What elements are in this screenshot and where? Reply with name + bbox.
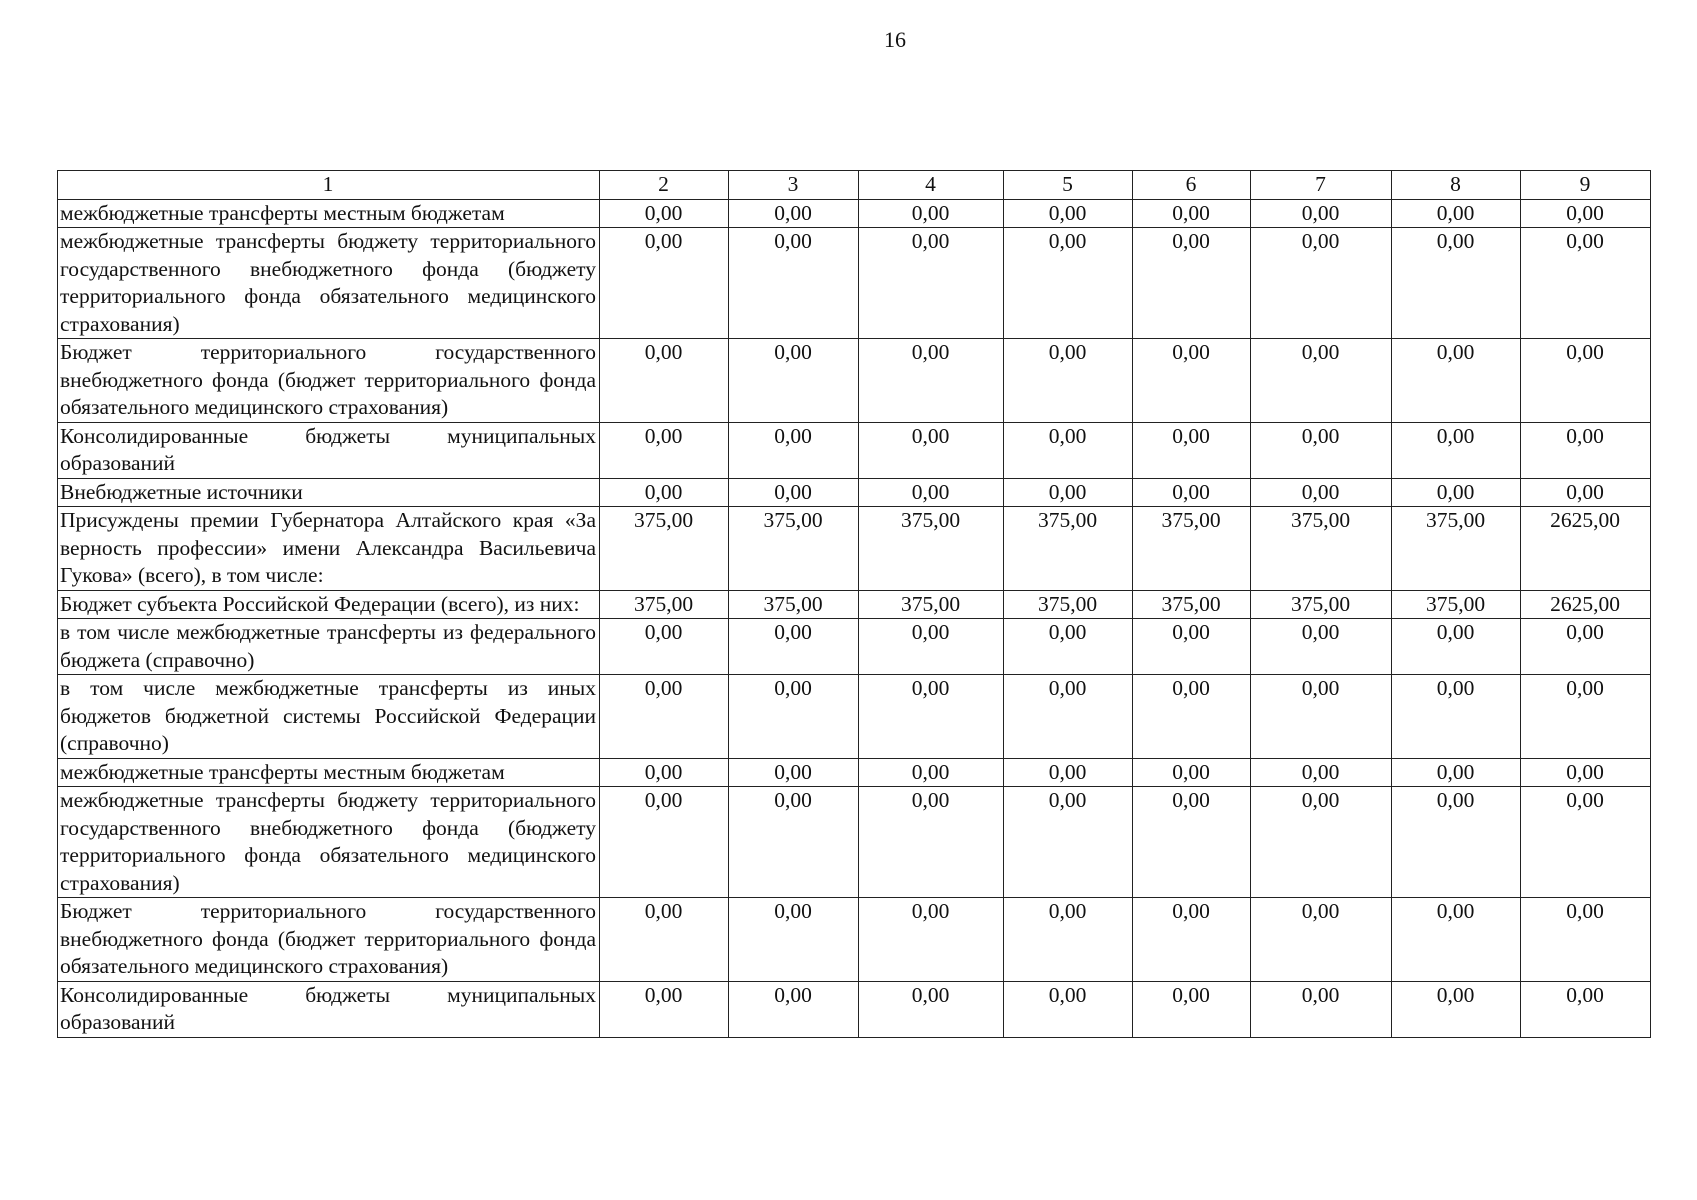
table-row	[58, 422, 1651, 478]
value-cell: 0,00	[1392, 422, 1521, 478]
value-cell: 0,00	[1392, 619, 1521, 675]
value-cell: 0,00	[1392, 228, 1521, 339]
value-cell: 0,00	[859, 898, 1004, 982]
value-cell: 0,00	[1392, 478, 1521, 507]
row-label-cell: межбюджетные трансферты местным бюджетам	[58, 199, 600, 228]
value-cell: 0,00	[1521, 339, 1651, 423]
value-cell: 0,00	[1004, 228, 1133, 339]
value-cell: 0,00	[600, 339, 729, 423]
value-cell: 0,00	[729, 199, 859, 228]
table-row	[58, 758, 1651, 787]
value-cell: 0,00	[1521, 981, 1651, 1037]
value-cell: 0,00	[1392, 758, 1521, 787]
table-row	[58, 228, 1651, 339]
value-cell: 0,00	[1004, 478, 1133, 507]
value-cell: 0,00	[1004, 758, 1133, 787]
value-cell: 0,00	[1004, 675, 1133, 759]
column-header: 4	[859, 171, 1004, 200]
table-row	[58, 619, 1651, 675]
value-cell: 0,00	[859, 787, 1004, 898]
value-cell: 0,00	[729, 422, 859, 478]
value-cell: 0,00	[729, 787, 859, 898]
value-cell: 0,00	[1521, 199, 1651, 228]
table-row	[58, 675, 1651, 759]
value-cell: 0,00	[600, 478, 729, 507]
value-cell: 0,00	[600, 675, 729, 759]
column-header: 9	[1521, 171, 1651, 200]
row-label-cell: Присуждены премии Губернатора Алтайского края «За верность профессии» имени Александра Васильевича Гукова» (всего), в том числе:	[58, 507, 600, 591]
value-cell: 0,00	[859, 199, 1004, 228]
value-cell: 0,00	[1392, 898, 1521, 982]
value-cell: 0,00	[729, 898, 859, 982]
value-cell: 0,00	[1133, 758, 1251, 787]
value-cell: 0,00	[859, 228, 1004, 339]
value-cell: 0,00	[859, 675, 1004, 759]
value-cell: 2625,00	[1521, 590, 1651, 619]
column-number-header-row	[58, 171, 1651, 200]
value-cell: 0,00	[1251, 228, 1392, 339]
value-cell: 375,00	[1004, 507, 1133, 591]
value-cell: 0,00	[1004, 898, 1133, 982]
value-cell: 0,00	[729, 758, 859, 787]
value-cell: 2625,00	[1521, 507, 1651, 591]
value-cell: 375,00	[729, 507, 859, 591]
value-cell: 0,00	[1004, 422, 1133, 478]
value-cell: 0,00	[600, 422, 729, 478]
value-cell: 0,00	[1133, 675, 1251, 759]
value-cell: 0,00	[600, 981, 729, 1037]
row-label-cell: Консолидированные бюджеты муниципальных образований	[58, 981, 600, 1037]
value-cell: 0,00	[600, 898, 729, 982]
value-cell: 375,00	[1004, 590, 1133, 619]
table-row	[58, 339, 1651, 423]
value-cell: 375,00	[859, 590, 1004, 619]
value-cell: 0,00	[1392, 787, 1521, 898]
table-row	[58, 478, 1651, 507]
value-cell: 0,00	[859, 422, 1004, 478]
value-cell: 0,00	[1133, 339, 1251, 423]
column-header: 1	[58, 171, 600, 200]
value-cell: 0,00	[1133, 898, 1251, 982]
value-cell: 0,00	[729, 619, 859, 675]
value-cell: 0,00	[1521, 228, 1651, 339]
value-cell: 375,00	[1251, 507, 1392, 591]
value-cell: 0,00	[1392, 199, 1521, 228]
row-label-cell: Бюджет территориального государственного внебюджетного фонда (бюджет территориального фонда обязательного медицинского страхования)	[58, 898, 600, 982]
value-cell: 0,00	[1251, 199, 1392, 228]
value-cell: 375,00	[1133, 590, 1251, 619]
row-label-cell: Внебюджетные источники	[58, 478, 600, 507]
value-cell: 0,00	[1251, 339, 1392, 423]
value-cell: 0,00	[600, 199, 729, 228]
value-cell: 0,00	[1133, 422, 1251, 478]
row-label-cell: в том числе межбюджетные трансферты из федерального бюджета (справочно)	[58, 619, 600, 675]
table-row	[58, 898, 1651, 982]
value-cell: 0,00	[600, 787, 729, 898]
value-cell: 0,00	[729, 675, 859, 759]
column-header: 8	[1392, 171, 1521, 200]
value-cell: 375,00	[1392, 590, 1521, 619]
value-cell: 0,00	[1392, 675, 1521, 759]
column-header: 5	[1004, 171, 1133, 200]
value-cell: 375,00	[729, 590, 859, 619]
value-cell: 0,00	[1133, 787, 1251, 898]
value-cell: 0,00	[1004, 199, 1133, 228]
value-cell: 0,00	[1004, 619, 1133, 675]
value-cell: 0,00	[1251, 422, 1392, 478]
table-row	[58, 787, 1651, 898]
table-row	[58, 981, 1651, 1037]
value-cell: 0,00	[600, 758, 729, 787]
value-cell: 0,00	[1521, 675, 1651, 759]
value-cell: 0,00	[1521, 787, 1651, 898]
column-header: 2	[600, 171, 729, 200]
value-cell: 0,00	[859, 619, 1004, 675]
value-cell: 0,00	[1392, 981, 1521, 1037]
table-row	[58, 199, 1651, 228]
value-cell: 0,00	[1133, 228, 1251, 339]
page-number: 16	[884, 27, 906, 52]
value-cell: 0,00	[1521, 758, 1651, 787]
value-cell: 0,00	[1251, 478, 1392, 507]
value-cell: 0,00	[1133, 981, 1251, 1037]
value-cell: 0,00	[1251, 981, 1392, 1037]
value-cell: 0,00	[1133, 478, 1251, 507]
value-cell: 0,00	[1004, 787, 1133, 898]
value-cell: 0,00	[1251, 758, 1392, 787]
value-cell: 0,00	[729, 228, 859, 339]
row-label-cell: в том числе межбюджетные трансферты из иных бюджетов бюджетной системы Российской Федерации (справочно)	[58, 675, 600, 759]
value-cell: 375,00	[600, 507, 729, 591]
value-cell: 0,00	[859, 478, 1004, 507]
value-cell: 0,00	[729, 339, 859, 423]
value-cell: 0,00	[1133, 619, 1251, 675]
table-body	[58, 199, 1651, 1037]
value-cell: 0,00	[1521, 422, 1651, 478]
value-cell: 375,00	[1251, 590, 1392, 619]
value-cell: 0,00	[1251, 619, 1392, 675]
value-cell: 0,00	[729, 981, 859, 1037]
value-cell: 0,00	[1521, 898, 1651, 982]
value-cell: 0,00	[1521, 478, 1651, 507]
table-row	[58, 507, 1651, 591]
value-cell: 0,00	[1004, 339, 1133, 423]
value-cell: 0,00	[600, 619, 729, 675]
value-cell: 375,00	[1133, 507, 1251, 591]
value-cell: 0,00	[1251, 898, 1392, 982]
value-cell: 375,00	[1392, 507, 1521, 591]
value-cell: 0,00	[859, 981, 1004, 1037]
value-cell: 0,00	[600, 228, 729, 339]
value-cell: 0,00	[859, 339, 1004, 423]
column-header: 6	[1133, 171, 1251, 200]
value-cell: 0,00	[1251, 675, 1392, 759]
row-label-cell: межбюджетные трансферты бюджету территориального государственного внебюджетного фонда (бюджету территориального фонда обязательного медицинского страхования)	[58, 228, 600, 339]
value-cell: 0,00	[1004, 981, 1133, 1037]
budget-table	[57, 170, 1651, 1038]
value-cell: 0,00	[729, 478, 859, 507]
value-cell: 0,00	[859, 758, 1004, 787]
value-cell: 375,00	[600, 590, 729, 619]
column-header: 3	[729, 171, 859, 200]
value-cell: 0,00	[1133, 199, 1251, 228]
row-label-cell: Бюджет территориального государственного внебюджетного фонда (бюджет территориального фонда обязательного медицинского страхования)	[58, 339, 600, 423]
row-label-cell: Консолидированные бюджеты муниципальных образований	[58, 422, 600, 478]
row-label-cell: Бюджет субъекта Российской Федерации (всего), из них:	[58, 590, 600, 619]
table-row	[58, 590, 1651, 619]
value-cell: 375,00	[859, 507, 1004, 591]
row-label-cell: межбюджетные трансферты местным бюджетам	[58, 758, 600, 787]
value-cell: 0,00	[1521, 619, 1651, 675]
value-cell: 0,00	[1392, 339, 1521, 423]
row-label-cell: межбюджетные трансферты бюджету территориального государственного внебюджетного фонда (бюджету территориального фонда обязательного медицинского страхования)	[58, 787, 600, 898]
value-cell: 0,00	[1251, 787, 1392, 898]
column-header: 7	[1251, 171, 1392, 200]
